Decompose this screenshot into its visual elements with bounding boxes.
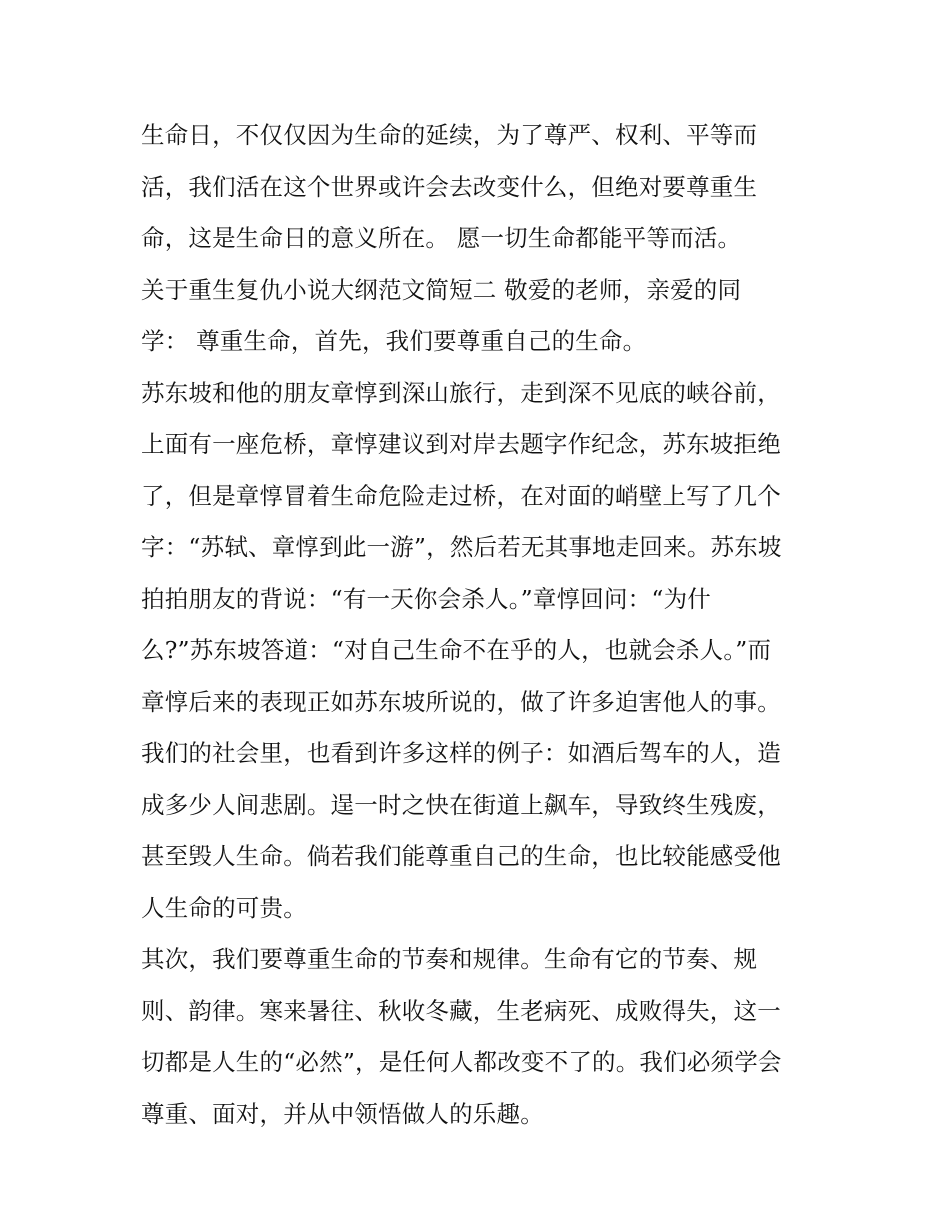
- text-line: 生命日，不仅仅因为生命的延续，为了尊严、权利、平等而: [141, 121, 758, 149]
- text-line: 字：“苏轼、章惇到此一游”，然后若无其事地走回来。苏东坡: [141, 533, 782, 561]
- text-line: 其次，我们要尊重生命的节奏和规律。生命有它的节奏、规: [141, 945, 758, 973]
- text-line: 关于重生复仇小说大纲范文简短二 敬爱的老师，亲爱的同: [141, 275, 742, 304]
- text-line: 么?”苏东坡答道：“对自己生命不在乎的人，也就会杀人。”而: [141, 636, 772, 664]
- text-line: 拍拍朋友的背说：“有一天你会杀人。”章惇回问：“为什: [141, 584, 711, 613]
- text-line: 了，但是章惇冒着生命危险走过桥，在对面的峭壁上写了几个: [141, 481, 781, 510]
- text-line: 甚至毁人生命。倘若我们能尊重自己的生命，也比较能感受他: [141, 842, 781, 870]
- text-line: 尊重、面对，并从中领悟做人的乐趣。: [141, 1099, 544, 1128]
- text-line: 活，我们活在这个世界或许会去改变什么，但绝对要尊重生: [141, 172, 758, 201]
- body-text: [141, 110, 821, 1140]
- text-line: 我们的社会里，也看到许多这样的例子：如酒后驾车的人，造: [141, 739, 781, 767]
- text-line: 上面有一座危桥，章惇建议到对岸去题字作纪念，苏东坡拒绝: [141, 430, 781, 458]
- text-line: 苏东坡和他的朋友章惇到深山旅行，走到深不见底的峡谷前，: [141, 378, 781, 407]
- text-line: 命，这是生命日的意义所在。 愿一切生命都能平等而活。: [141, 224, 742, 252]
- text-line: 切都是人生的“必然”，是任何人都改变不了的。我们必须学会: [141, 1048, 782, 1076]
- text-line: 人生命的可贵。: [141, 893, 307, 922]
- text-line: 章惇后来的表现正如苏东坡所说的，做了许多迫害他人的事。: [141, 687, 781, 716]
- text-line: 成多少人间悲剧。逞一时之快在街道上飙车，导致终生残废，: [141, 790, 781, 819]
- text-line: 学： 尊重生命，首先，我们要尊重自己的生命。: [141, 327, 647, 355]
- text-line: 则、韵律。寒来暑往、秋收冬藏，生老病死、成败得失，这一: [141, 996, 781, 1025]
